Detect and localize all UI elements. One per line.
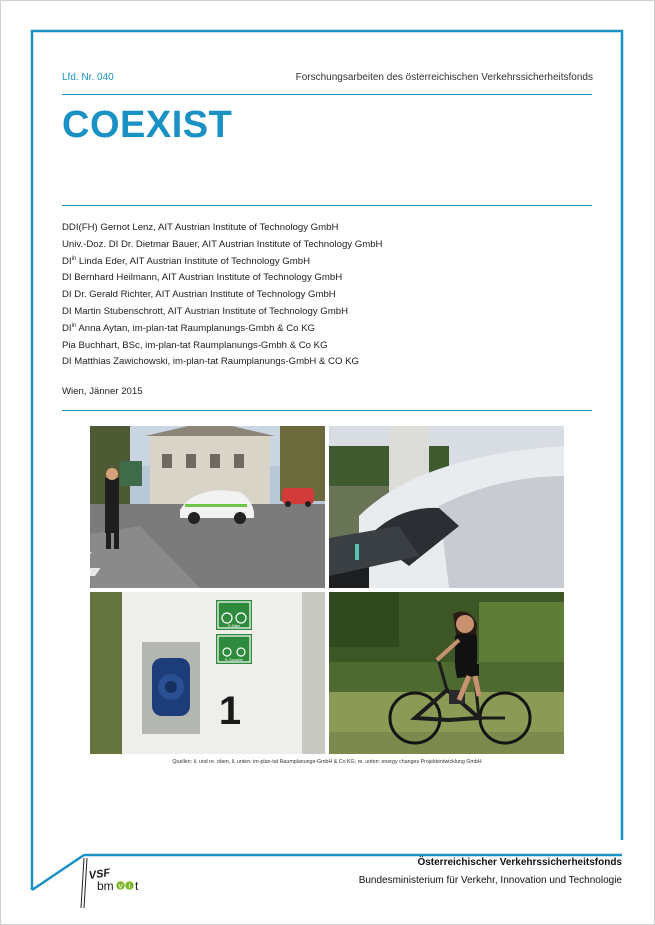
svg-text:v: v bbox=[118, 881, 123, 891]
photo-charging-plug bbox=[329, 426, 564, 588]
sign-escooter-label: E-Scooter bbox=[225, 657, 243, 662]
title-rule bbox=[62, 205, 592, 206]
date-rule bbox=[62, 410, 592, 411]
footer-organization: Österreichischer Verkehrssicherheitsfonds bbox=[417, 857, 622, 868]
photo-ebike-rider bbox=[329, 592, 564, 754]
sign-ebike-label: E-Bike bbox=[228, 623, 240, 628]
author-item: DI Dr. Gerald Richter, AIT Austrian Institute of Technology GmbH bbox=[62, 289, 336, 301]
report-title: COEXIST bbox=[62, 104, 233, 146]
svg-text:i: i bbox=[128, 881, 131, 891]
series-number: Lfd. Nr. 040 bbox=[62, 72, 114, 83]
series-title: Forschungsarbeiten des österreichischen Verkehrssicherheitsfonds bbox=[295, 72, 593, 83]
photo-street-ev bbox=[90, 426, 325, 588]
header-rule bbox=[62, 94, 592, 95]
author-item: DI Martin Stubenschrott, AIT Austrian Institute of Technology GmbH bbox=[62, 305, 348, 317]
photo-caption: Quellen: li. und re. oben, li. unten: im-plan-tat Raumplanungs-GmbH & Co KG; re. unten: energy changes Projektentwicklung GmbH bbox=[172, 759, 482, 765]
author-item: Univ.-Doz. DI Dr. Dietmar Bauer, AIT Austrian Institute of Technology GmbH bbox=[62, 238, 383, 250]
bm-logo-text: bm bbox=[97, 879, 114, 893]
author-item: DI Matthias Zawichowski, im-plan-tat Raumplanungs-GmbH & CO KG bbox=[62, 356, 359, 368]
author-item: Pia Buchhart, BSc, im-plan-tat Raumplanungs-Gmbh & Co KG bbox=[62, 339, 328, 351]
author-list bbox=[62, 220, 382, 371]
logo-t-text: t bbox=[135, 879, 139, 893]
photo-charging-station bbox=[90, 592, 325, 754]
vsf-bmvit-logo bbox=[78, 856, 140, 908]
author-item: DI Bernhard Heilmann, AIT Austrian Institute of Technology GmbH bbox=[62, 272, 343, 284]
station-number: 1 bbox=[218, 689, 242, 733]
publication-date: Wien, Jänner 2015 bbox=[62, 386, 143, 397]
author-item: DDI(FH) Gernot Lenz, AIT Austrian Institute of Technology GmbH bbox=[62, 222, 339, 233]
footer-ministry: Bundesministerium für Verkehr, Innovation und Technologie bbox=[358, 875, 622, 886]
author-item: $DI^{in}$ Linda Eder, AIT Austrian Institute of Technology GmbH bbox=[62, 255, 311, 267]
author-item: $DI^{in}$ Anna Aytan, im-plan-tat Raumplanungs-Gmbh & Co KG bbox=[62, 322, 315, 334]
vsf-logo-text: VSF bbox=[88, 867, 111, 882]
